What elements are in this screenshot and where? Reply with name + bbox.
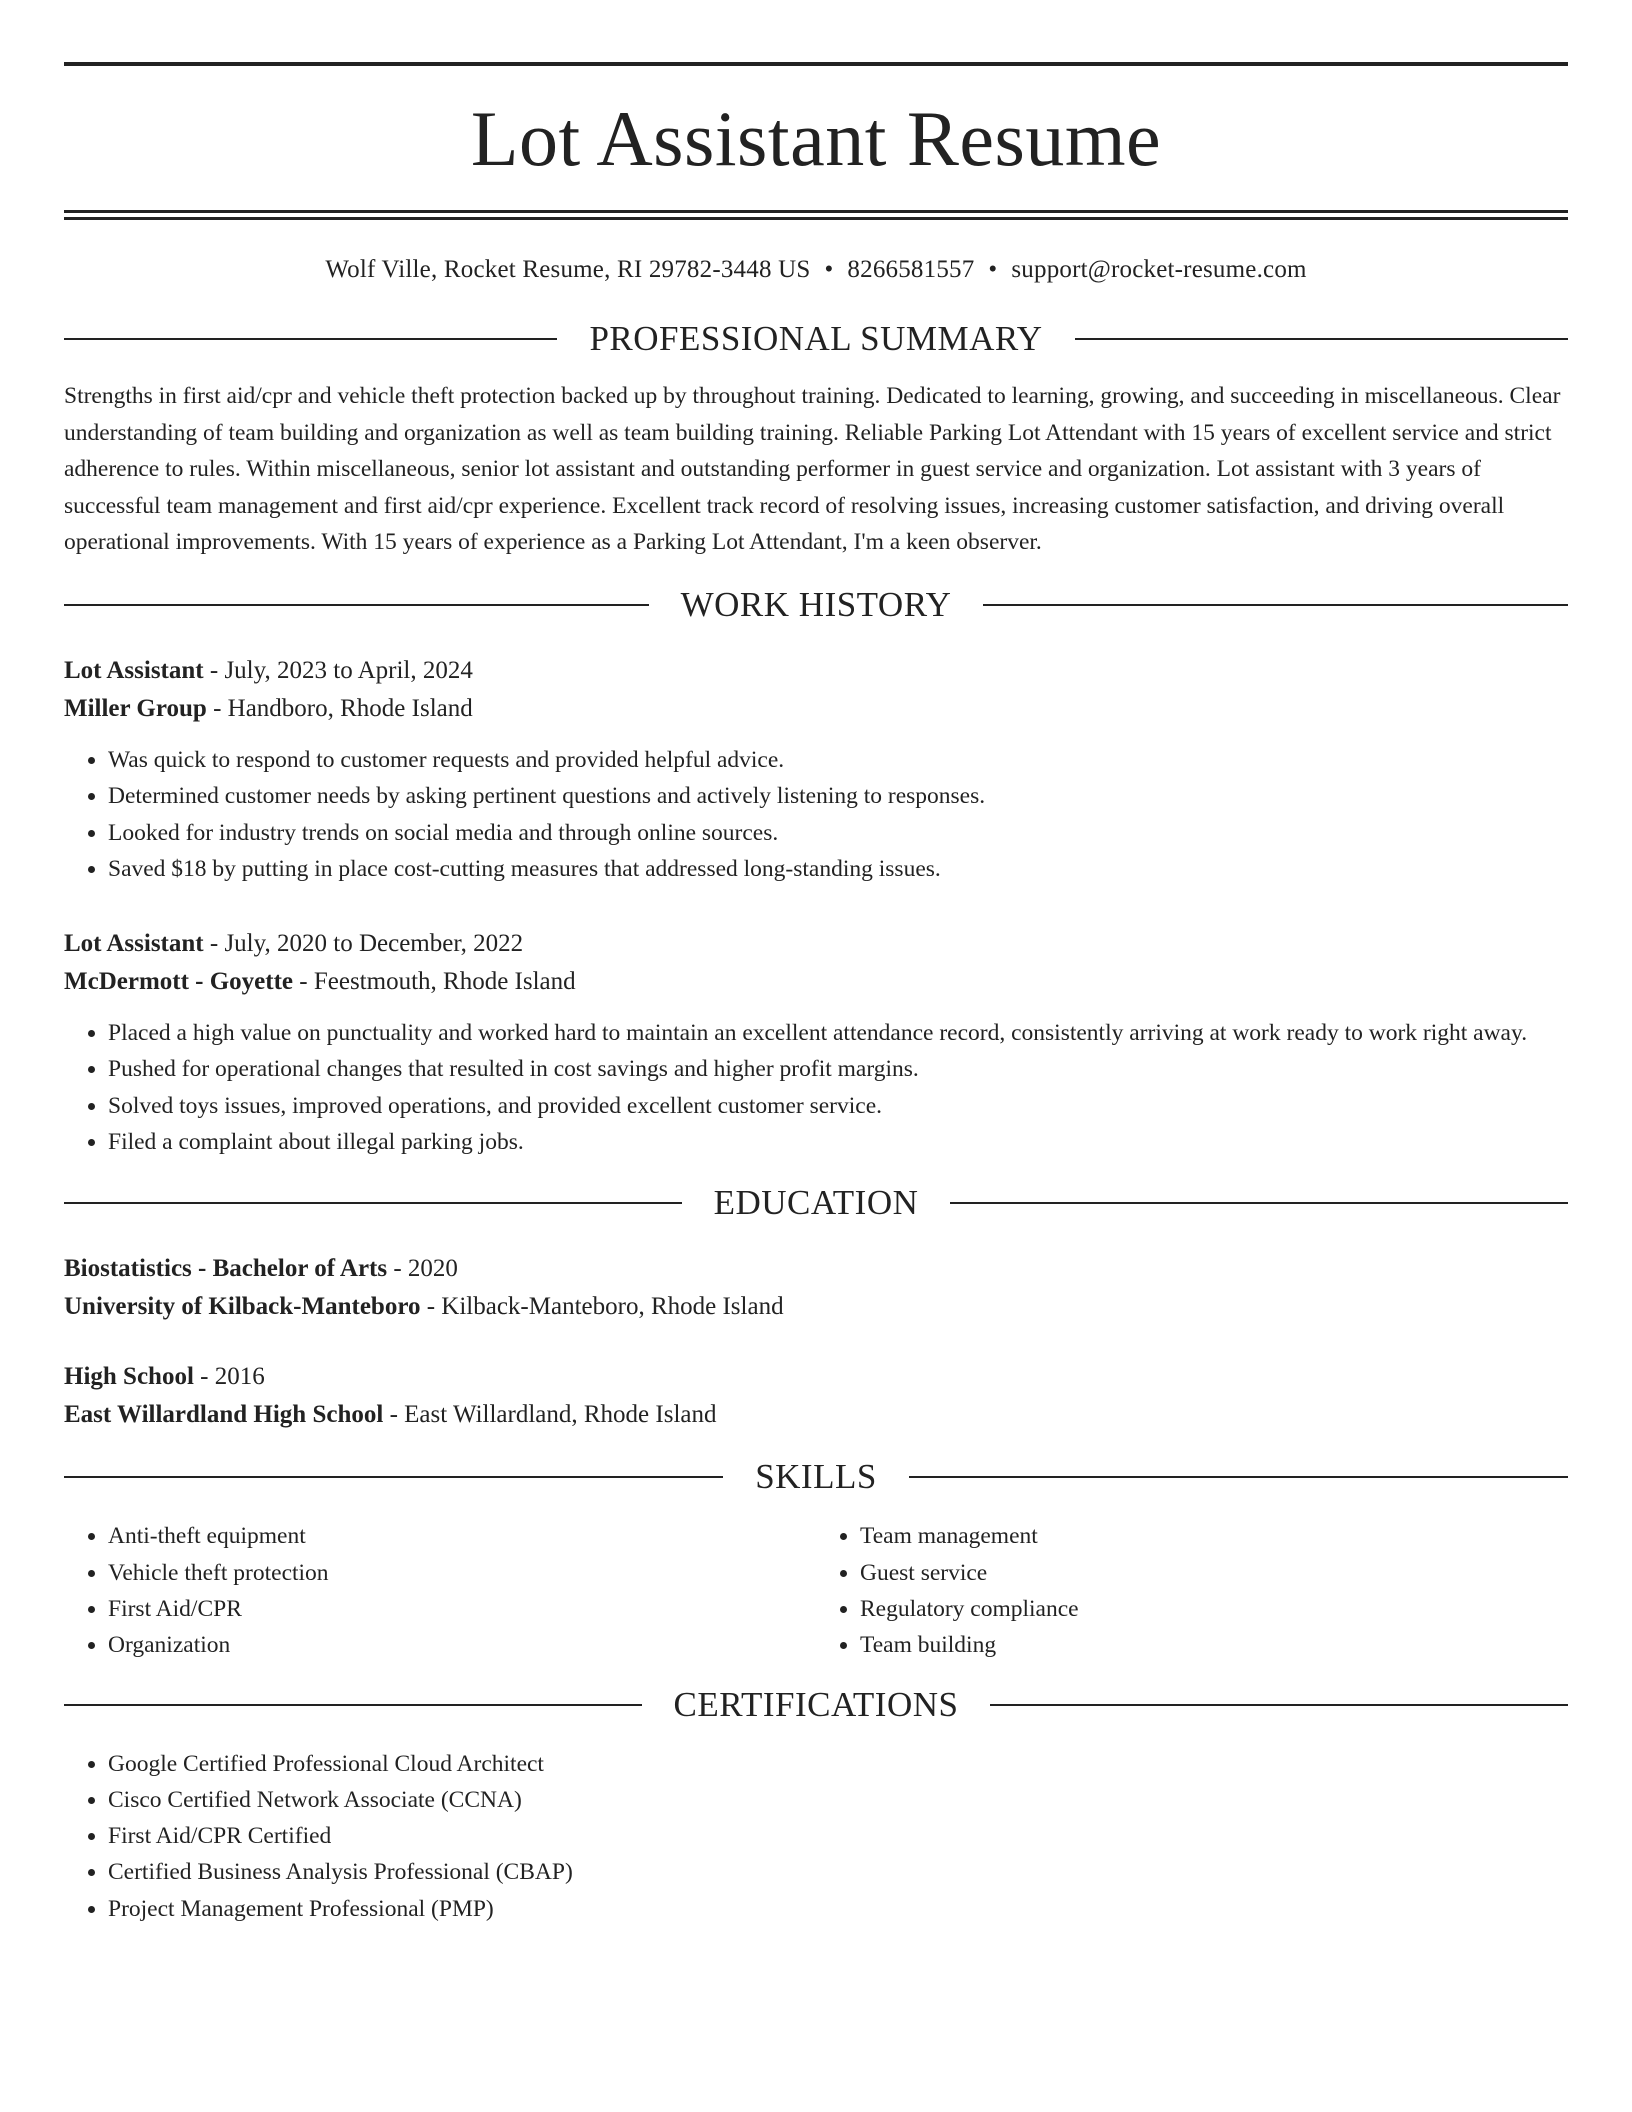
certifications-section-heading <box>64 1684 1568 1726</box>
contact-phone: 8266581557 <box>847 256 975 283</box>
heading-rule-right <box>950 1202 1568 1204</box>
education-year: - 2020 <box>387 1255 458 1283</box>
resume-title: Lot Assistant Resume <box>470 95 1162 182</box>
title-double-rule <box>64 210 1568 220</box>
job-title: Lot Assistant <box>64 657 204 684</box>
work-heading: WORK HISTORY <box>680 585 952 624</box>
skills-heading: SKILLS <box>755 1457 877 1497</box>
job-title-line <box>64 652 1568 690</box>
resume-page <box>64 0 1568 1927</box>
job-dates: - July, 2023 to April, 2024 <box>203 657 473 684</box>
heading-rule-left <box>64 604 649 606</box>
education-entry <box>64 1358 1568 1434</box>
heading-rule-left <box>64 1704 642 1706</box>
job-title: Lot Assistant <box>64 930 204 958</box>
job-bullet: • Pushed for operational changes that resulted in cost savings and higher profit margins. <box>108 1051 1568 1087</box>
skill-item: • First Aid/CPR <box>108 1591 816 1627</box>
skill-item: • Team building <box>860 1627 1568 1663</box>
education-school: University of Kilback-Manteboro <box>64 1293 421 1321</box>
contact-line <box>64 256 1568 284</box>
heading-rule-right <box>1075 338 1568 340</box>
skills-columns <box>64 1518 1568 1663</box>
job-bullet: • Solved toys issues, improved operations, and provided excellent customer service. <box>108 1088 1568 1124</box>
skill-item: • Organization <box>108 1627 816 1663</box>
education-heading: EDUCATION <box>713 1183 919 1223</box>
education-school-line <box>64 1396 1568 1434</box>
education-degree: High School <box>64 1363 194 1391</box>
job-bullets <box>64 1015 1568 1160</box>
certification-item: • Certified Business Analysis Professional (CBAP) <box>108 1854 1568 1890</box>
skill-item: • Anti-theft equipment <box>108 1518 816 1554</box>
certifications-block <box>64 1746 1568 1927</box>
job-company-line <box>64 690 1568 728</box>
certifications-list <box>64 1746 1568 1927</box>
education-location: - Kilback-Manteboro, Rhode Island <box>420 1293 784 1321</box>
job-bullet: • Was quick to respond to customer requests and provided helpful advice. <box>108 742 1568 778</box>
job-entry <box>64 925 1568 1160</box>
education-section-heading <box>64 1182 1568 1224</box>
job-bullet: • Placed a high value on punctuality and worked hard to maintain an excellent attendance record, consistently arriving at work ready to work right away. <box>108 1015 1568 1051</box>
job-entry <box>64 652 1568 887</box>
job-company: McDermott - Goyette <box>64 968 294 996</box>
education-school: East Willardland High School <box>64 1401 384 1429</box>
summary-heading: PROFESSIONAL SUMMARY <box>589 319 1043 358</box>
job-bullet: • Looked for industry trends on social media and through online sources. <box>108 815 1568 851</box>
certification-item: • Google Certified Professional Cloud Architect <box>108 1746 1568 1782</box>
heading-rule-right <box>909 1476 1568 1478</box>
summary-section-heading <box>64 318 1568 360</box>
education-degree-line <box>64 1250 1568 1288</box>
contact-address: Wolf Ville, Rocket Resume, RI 29782-3448 US <box>325 256 811 283</box>
job-bullets <box>64 742 1568 887</box>
job-bullet: • Saved $18 by putting in place cost-cutting measures that addressed long-standing issues. <box>108 851 1568 887</box>
education-entry <box>64 1250 1568 1326</box>
contact-separator: • <box>824 256 834 283</box>
education-school-line <box>64 1288 1568 1326</box>
certification-item: • First Aid/CPR Certified <box>108 1818 1568 1854</box>
job-bullet: • Determined customer needs by asking pertinent questions and actively listening to responses. <box>108 778 1568 814</box>
skill-item: • Team management <box>860 1518 1568 1554</box>
heading-rule-right <box>990 1704 1568 1706</box>
skill-item: • Regulatory compliance <box>860 1591 1568 1627</box>
heading-rule-left <box>64 338 557 340</box>
certification-item: • Project Management Professional (PMP) <box>108 1891 1568 1927</box>
skill-item: • Vehicle theft protection <box>108 1555 816 1591</box>
job-location: - Feestmouth, Rhode Island <box>293 968 576 996</box>
heading-rule-right <box>983 604 1568 606</box>
job-company: Miller Group <box>64 695 207 722</box>
skill-item: • Guest service <box>860 1555 1568 1591</box>
job-title-line <box>64 925 1568 963</box>
heading-rule-left <box>64 1476 723 1478</box>
skills-list-left <box>64 1518 816 1663</box>
education-degree-line <box>64 1358 1568 1396</box>
job-company-line <box>64 963 1568 1001</box>
skills-list-right <box>816 1518 1568 1663</box>
job-bullet: • Filed a complaint about illegal parking jobs. <box>108 1124 1568 1160</box>
education-year: - 2016 <box>193 1363 265 1391</box>
contact-separator: • <box>988 256 998 283</box>
top-rule <box>64 62 1568 66</box>
education-location: - East Willardland, Rhode Island <box>383 1401 717 1429</box>
job-location: - Handboro, Rhode Island <box>206 695 473 722</box>
summary-text: Strengths in first aid/cpr and vehicle theft protection backed up by throughout training. Dedicated to learning, growing, and succeeding in miscellaneous. Clear understanding of team building and organization as well as team building training. Reliable Parking Lot Attendant with 15 years of excellent service and strict adherence to rules. Within miscellaneous, senior lot assistant and outstanding performer in guest service and organization. Lot assistant with 3 years of successful team management and first aid/cpr experience. Excellent track record of resolving issues, increasing customer satisfaction, and driving overall operational improvements. With 15 years of experience as a Parking Lot Attendant, I'm a keen observer. <box>64 383 1561 555</box>
education-degree: Biostatistics - Bachelor of Arts <box>64 1255 388 1283</box>
certifications-heading: CERTIFICATIONS <box>673 1684 959 1724</box>
work-section-heading <box>64 584 1568 626</box>
certification-item: • Cisco Certified Network Associate (CCNA) <box>108 1782 1568 1818</box>
contact-email: support@rocket-resume.com <box>1011 256 1307 283</box>
skills-section-heading <box>64 1456 1568 1498</box>
heading-rule-left <box>64 1202 682 1204</box>
job-dates: - July, 2020 to December, 2022 <box>203 930 524 958</box>
